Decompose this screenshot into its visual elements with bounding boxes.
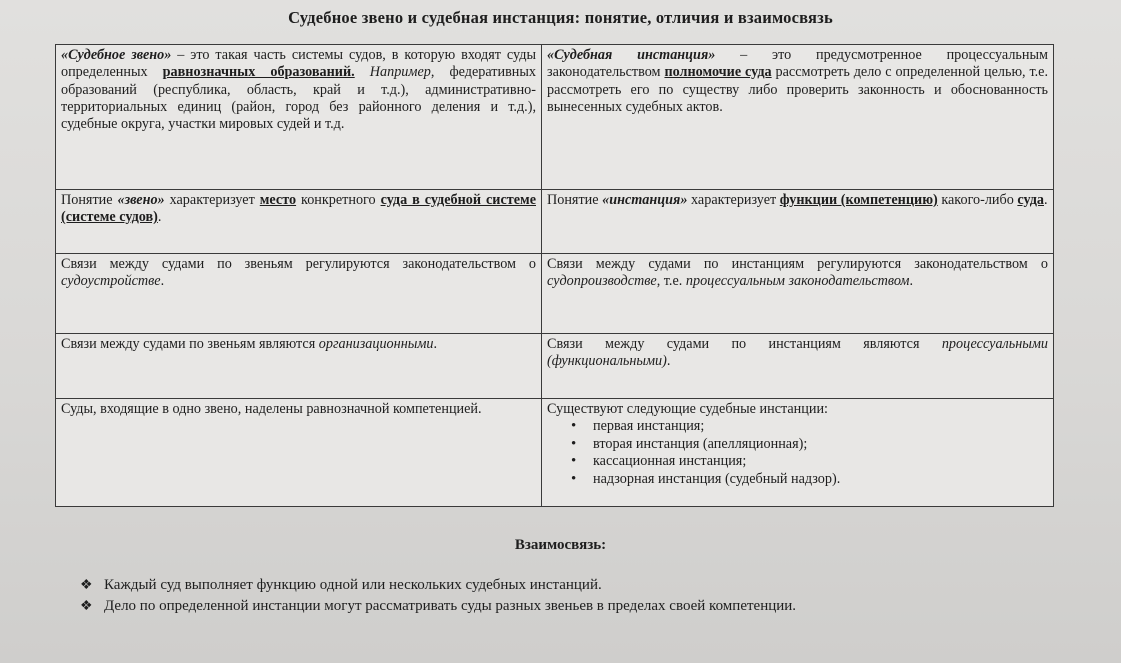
table-row [56, 254, 1054, 334]
table-row [56, 190, 1054, 254]
relation-heading: Взаимосвязь: [514, 537, 607, 553]
term: «звено» [117, 192, 165, 208]
text: . [666, 353, 671, 370]
text: – это такая часть системы судов, в которую входят суды определенных [61, 47, 536, 81]
instance-list [547, 418, 1048, 488]
text: , федеративных образований (республика, область, край и т.д.), административно-территориальных единиц (район, город без районного деления и т.д.), судебные округа, участки мировых судей и т.д. [61, 64, 536, 133]
cell-zveno-links [56, 334, 542, 399]
list-item: • кассационная инстанция; [593, 453, 1048, 471]
text: характеризует [164, 192, 260, 208]
list-item: • вторая инстанция (апелляционная); [593, 436, 1048, 454]
text: Связи между судами по звеньям регулируются законодательством о [61, 256, 536, 272]
example-label: Например [354, 64, 431, 81]
cell-zveno-regulation [56, 254, 542, 334]
list-item [80, 575, 1080, 596]
cell-instance-list [542, 399, 1054, 507]
cell-instance-links [542, 334, 1054, 399]
diamond-bullet-icon: ❖ [80, 578, 93, 593]
text: . [433, 336, 438, 352]
text: характеризует [687, 192, 780, 208]
emphasis: функции (компетенцию) [779, 192, 938, 208]
comparison-table [55, 44, 1054, 507]
cell-zveno-definition [56, 45, 542, 190]
term: судопроизводстве [547, 273, 657, 290]
text: какого-либо [937, 192, 1018, 208]
text: Понятие [547, 192, 603, 208]
emphasis: место [259, 192, 297, 208]
list-intro: Существуют следующие судебные инстанции: [547, 401, 828, 417]
cell-zveno-characteristic [56, 190, 542, 254]
text: . [1043, 192, 1048, 208]
cell-zveno-competence [56, 399, 542, 507]
text: Связи между судами по инстанциям являются [547, 336, 942, 352]
point-text: Дело по определенной инстанции могут рассматривать суды разных звеньев в пределах своей компетенции. [104, 598, 797, 614]
term-instance: «Судебная инстанция» [547, 47, 716, 63]
term-zveno: «Судебное звено» [61, 47, 172, 63]
point-text: Каждый суд выполняет функцию одной или нескольких судебных инстанций. [104, 577, 602, 593]
list-item: • надзорная инстанция (судебный надзор). [593, 471, 1048, 489]
term: «инстанция» [602, 192, 688, 208]
term: организационными [318, 336, 434, 352]
text: , т.е. [656, 273, 686, 290]
text: – это предусмотренное процессуальным законодательством [547, 47, 1048, 81]
list-item: • первая инстанция; [593, 418, 1048, 436]
page-title: Судебное звено и судебная инстанция: понятие, отличия и взаимосвязь [288, 8, 833, 27]
cell-instance-regulation [542, 254, 1054, 334]
table-row [56, 45, 1054, 190]
table-row [56, 334, 1054, 399]
cell-instance-characteristic [542, 190, 1054, 254]
term: судоустройстве [61, 273, 161, 290]
emphasis: равнозначных образований. [162, 64, 355, 81]
table-row [56, 399, 1054, 507]
diamond-bullet-icon: ❖ [80, 599, 93, 614]
term: процессуальным законодательством [685, 273, 910, 290]
text: . [157, 209, 162, 226]
emphasis: суда [1017, 192, 1044, 208]
text: рассмотреть дело с определенной целью, т.е. рассмотреть его по существу либо проверить законность и обоснованность вынесенных судебных актов. [547, 64, 1048, 115]
text: Суды, входящие в одно звено, наделены равнозначной компетенцией. [61, 401, 482, 417]
text: Связи между судами по звеньям являются [61, 336, 319, 352]
text: Понятие [61, 192, 118, 208]
term: процессуальными (функциональными) [547, 336, 1048, 370]
emphasis: полномочие суда [664, 64, 772, 81]
relation-list [80, 575, 1080, 617]
list-item [80, 596, 1080, 617]
cell-instance-definition [542, 45, 1054, 190]
text: . [160, 273, 165, 290]
text: . [909, 273, 914, 290]
text: конкретного [296, 192, 381, 208]
emphasis: суда в судебной системе (системе судов) [61, 192, 536, 226]
text: Связи между судами по инстанциям регулируются законодательством о [547, 256, 1048, 272]
